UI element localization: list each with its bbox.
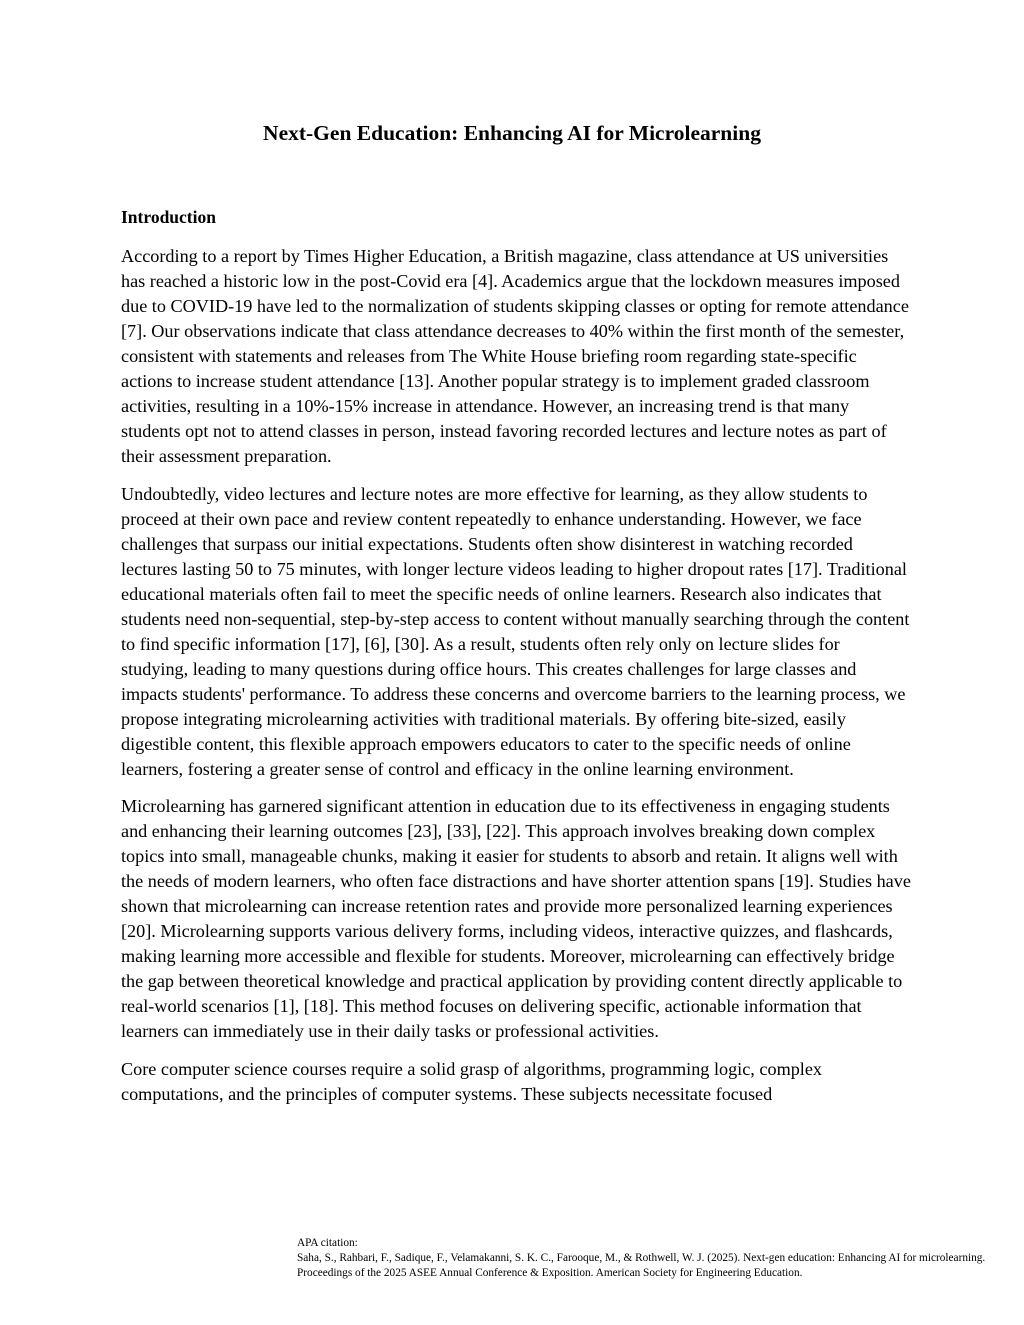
paragraph: Core computer science courses require a solid grasp of algorithms, programming logic, complex computations, and the principles of computer systems. These subjects necessitate focused bbox=[121, 1058, 823, 1104]
paragraph: According to a report by Times Higher Education, a British magazine, class attendance at US universities has reached a historic low in the post-Covid era [4]. Academics argue that the lockdown measures imposed due to COVID-19 have led to the normalization of students skipping classes or opting for remote attendance [7]. Our observations indicate that class attendance decreases to 40% within the first month of the semester, consistent with statements and releases from The White House briefing room regarding state-specific actions to increase student attendance [13]. Another popular strategy is to implement graded classroom activities, resulting in a 10%-15% increase in attendance. However, an increasing trend is that many students opt not to attend classes in person, instead favoring recorded lectures and lecture notes as part of their assessment preparation. bbox=[121, 246, 909, 466]
body-text bbox=[121, 244, 911, 1119]
section-heading-introduction: Introduction bbox=[121, 207, 216, 227]
apa-citation bbox=[297, 1236, 987, 1280]
paragraph: Microlearning has garnered significant attention in education due to its effectiveness in engaging students and enhancing their learning outcomes [23], [33], [22]. This approach involves breaking down complex topics into small, manageable chunks, making it easier for students to absorb and retain. It aligns well with the needs of modern learners, who often face distractions and have shorter attention spans [19]. Studies have shown that microlearning can increase retention rates and provide more personalized learning experiences [20]. Microlearning supports various delivery forms, including videos, interactive quizzes, and flashcards, making learning more accessible and flexible for students. Moreover, microlearning can effectively bridge the gap between theoretical knowledge and practical application by providing content directly applicable to real-world scenarios [1], [18]. This method focuses on delivering specific, actionable information that learners can immediately use in their daily tasks or professional activities. bbox=[121, 796, 911, 1041]
citation-text: Saha, S., Rahbari, F., Sadique, F., Velamakanni, S. K. C., Farooque, M., & Rothwell, W. J. (2025). Next-gen education: Enhancing AI for microlearning. Proceedings of the 2025 ASEE Annual Conference & Exposition. American Society for Engineering Education. bbox=[297, 1251, 986, 1279]
paragraph: Undoubtedly, video lectures and lecture notes are more effective for learning, as they allow students to proceed at their own pace and review content repeatedly to enhance understanding. However, we face challenges that surpass our initial expectations. Students often show disinterest in watching recorded lectures lasting 50 to 75 minutes, with longer lecture videos leading to higher dropout rates [17]. Traditional educational materials often fail to meet the specific needs of online learners. Research also indicates that students need non-sequential, step-by-step access to content without manually searching through the content to find specific information [17], [6], [30]. As a result, students often rely only on lecture slides for studying, leading to many questions during office hours. This creates challenges for large classes and impacts students' performance. To address these concerns and overcome barriers to the learning process, we propose integrating microlearning activities with traditional materials. By offering bite-sized, easily digestible content, this flexible approach empowers educators to cater to the specific needs of online learners, fostering a greater sense of control and efficacy in the online learning environment. bbox=[121, 483, 910, 779]
citation-label: APA citation: bbox=[297, 1237, 358, 1249]
document-title: Next-Gen Education: Enhancing AI for Microlearning bbox=[263, 121, 761, 145]
